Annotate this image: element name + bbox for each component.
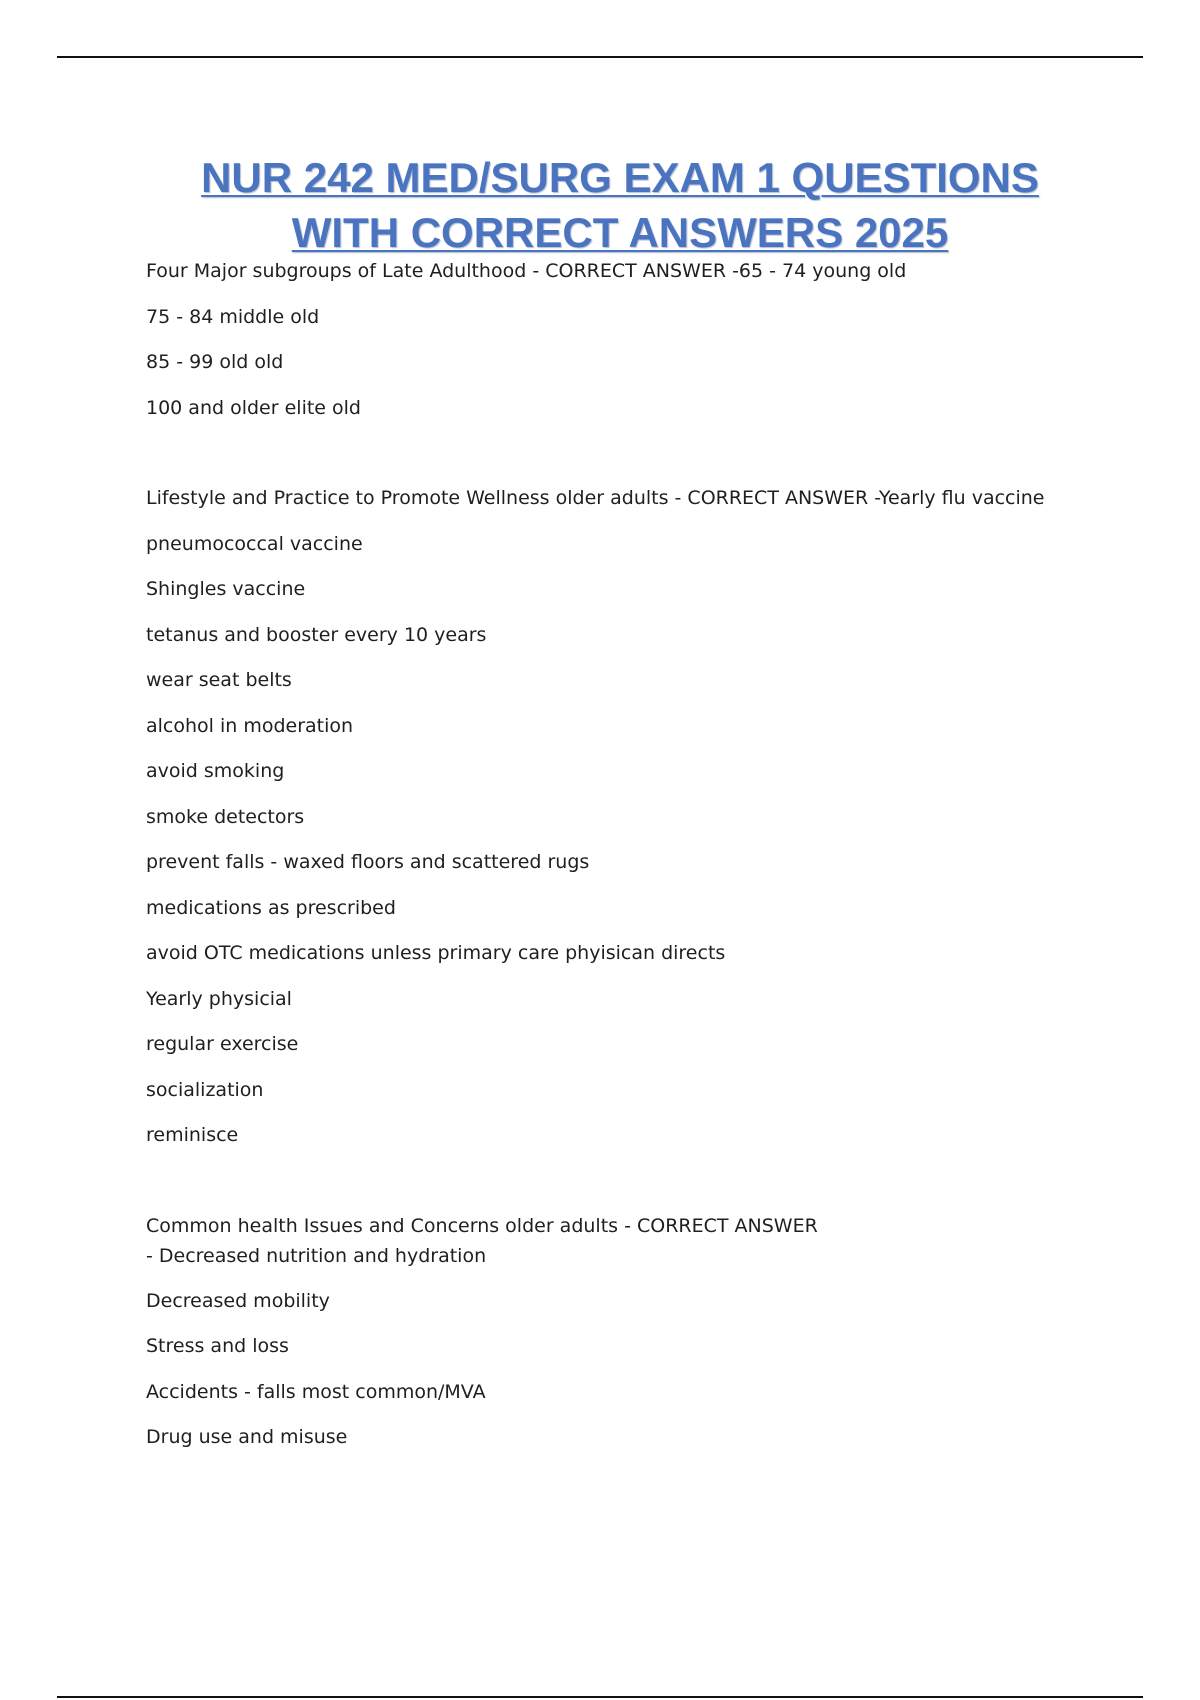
answer-line: Shingles vaccine [146, 578, 306, 600]
answer-line: avoid OTC medications unless primary care phyisican directs [146, 942, 726, 964]
question-answer-line: Four Major subgroups of Late Adulthood - CORRECT ANSWER -65 - 74 young old [146, 260, 907, 282]
answer-line: Yearly physicial [146, 987, 292, 1010]
question-answer-line: Lifestyle and Practice to Promote Wellness older adults - CORRECT ANSWER -Yearly flu vaccine [146, 487, 1045, 509]
page-title [0, 150, 1200, 260]
title-line-1: NUR 242 MED/SURG EXAM 1 QUESTIONS [201, 154, 1039, 201]
top-divider [57, 56, 1143, 58]
answer-line: Decreased mobility [146, 1289, 330, 1312]
answer-line: 100 and older elite old [146, 396, 361, 419]
answer-line: 85 - 99 old old [146, 351, 284, 373]
document-body [146, 256, 1106, 1468]
question-late-adulthood-subgroups [146, 256, 1106, 438]
answer-line: alcohol in moderation [146, 714, 354, 737]
answer-line: wear seat belts [146, 669, 292, 691]
answer-line: socialization [146, 1078, 264, 1101]
answer-line: prevent falls - waxed floors and scattered rugs [146, 851, 590, 873]
question-answer-line: Common health Issues and Concerns older adults - CORRECT ANSWER - Decreased nutrition and hydration [146, 1214, 818, 1267]
answer-line: Stress and loss [146, 1335, 289, 1357]
answer-line: Drug use and misuse [146, 1426, 348, 1448]
answer-line: tetanus and booster every 10 years [146, 623, 487, 646]
bottom-divider [57, 1696, 1143, 1698]
answer-line: smoke detectors [146, 805, 305, 828]
answer-line: pneumococcal vaccine [146, 532, 363, 555]
answer-line: reminisce [146, 1124, 239, 1146]
answer-line: regular exercise [146, 1033, 299, 1055]
title-line-2: WITH CORRECT ANSWERS 2025 [291, 209, 949, 256]
answer-line: Accidents - falls most common/MVA [146, 1380, 486, 1403]
question-health-issues [146, 1211, 1106, 1468]
answer-line: avoid smoking [146, 760, 285, 782]
question-wellness-practices [146, 483, 1106, 1166]
answer-line: 75 - 84 middle old [146, 305, 320, 328]
answer-line: medications as prescribed [146, 896, 396, 919]
